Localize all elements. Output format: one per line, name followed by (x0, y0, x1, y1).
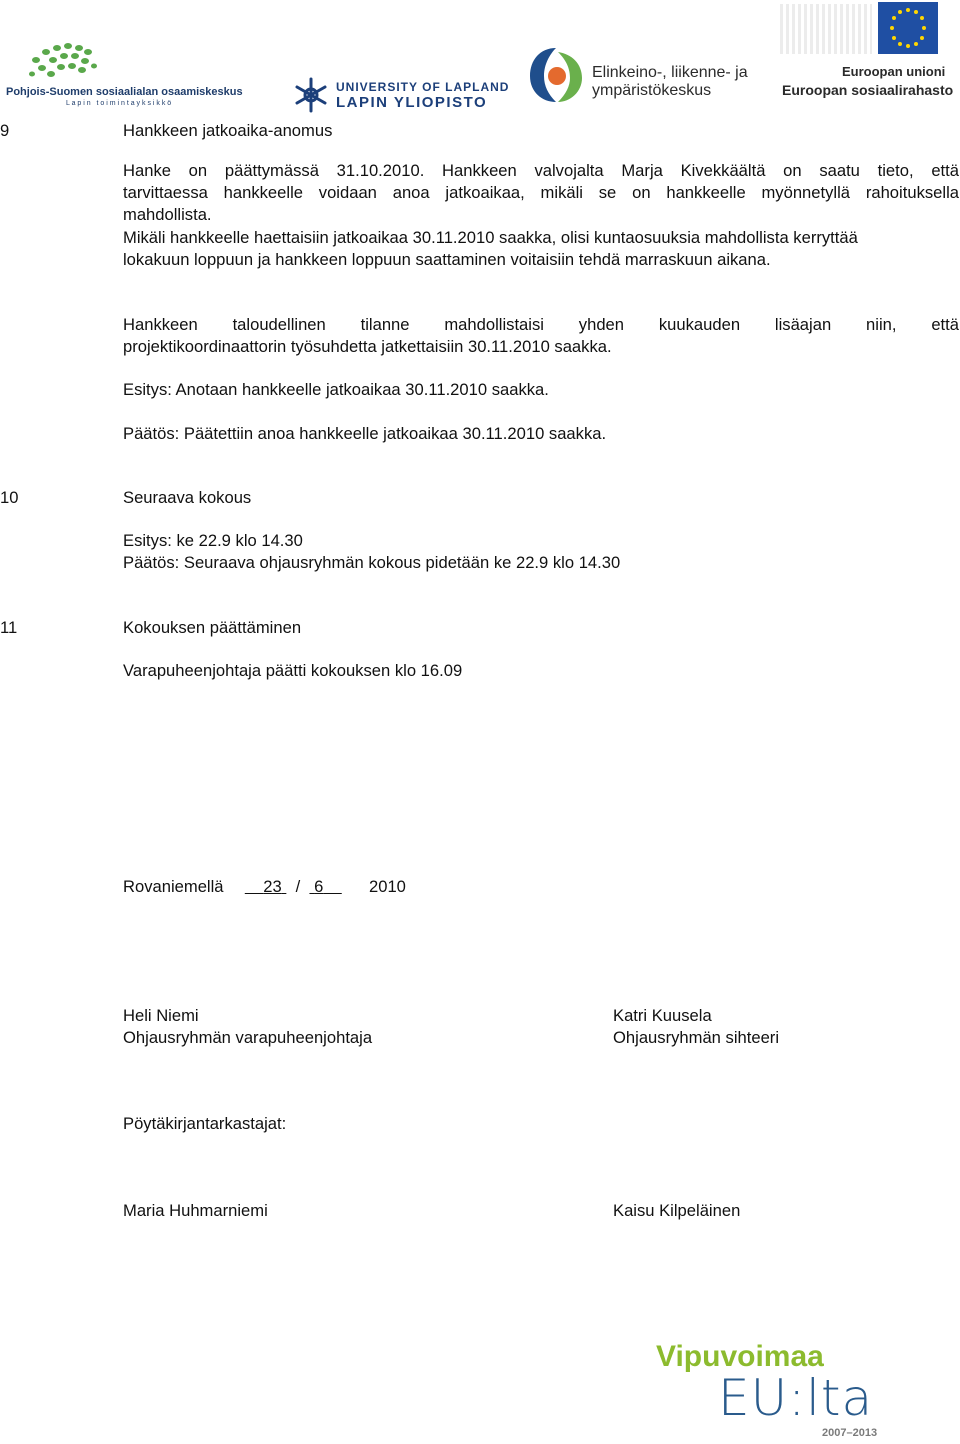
date-month-blank (309, 877, 341, 896)
leaf-cluster-icon (24, 42, 104, 86)
section-9-paatos: Päätös: Päätettiin anoa hankkeelle jatkoaikaa 30.11.2010 saakka. (123, 424, 607, 443)
section-9-paragraph-1 (123, 160, 959, 226)
place-date-line: Rovaniemellä 23 / 6 2010 (123, 877, 406, 896)
lapland-name-en: UNIVERSITY OF LAPLAND (336, 80, 510, 94)
section-10-esitys: Esitys: ke 22.9 klo 14.30 (123, 531, 303, 550)
section-9-esitys: Esitys: Anotaan hankkeelle jatkoaikaa 30.11.2010 saakka. (123, 380, 549, 399)
eu-name-line2: Euroopan sosiaalirahasto (782, 82, 954, 98)
section-9-paragraph-2 (123, 227, 959, 271)
paragraph-line: tarvittaessa hankkeelle voidaan anoa jatkoaikaa, mikäli se on hankkeelle myönnetyllä rahoituksella (123, 183, 959, 202)
reviewers-label: Pöytäkirjantarkastajat: (123, 1114, 287, 1133)
section-11-number: 11 (0, 618, 18, 637)
paragraph-line: projektikoordinaattorin työsuhdetta jatkettaisiin 30.11.2010 saakka. (123, 337, 612, 356)
section-10-title: Seuraava kokous (123, 488, 252, 507)
signature-left-name: Heli Niemi (123, 1006, 199, 1025)
eu-lta-text: EU:lta (718, 1369, 874, 1427)
reviewer-right: Kaisu Kilpeläinen (613, 1201, 741, 1220)
header (0, 0, 960, 120)
university-of-lapland-logo (292, 74, 510, 118)
section-9-paragraph-3 (123, 314, 959, 358)
date-year: 2010 (369, 877, 406, 896)
signature-right-role: Ohjausryhmän sihteeri (613, 1028, 780, 1047)
pohjois-suomen-logo (6, 40, 266, 110)
eu-logo (780, 0, 960, 120)
ely-emblem-icon (528, 46, 584, 104)
signature-left-role: Ohjausryhmän varapuheenjohtaja (123, 1028, 373, 1047)
paragraph-line: Mikäli hankkeelle haettaisiin jatkoaikaa 30.11.2010 saakka, olisi kuntaosuuksia mahdollista kerryttää (123, 228, 858, 247)
paragraph-line: mahdollista. (123, 205, 212, 224)
section-10-number: 10 (0, 488, 19, 507)
pohjois-logo-line1: Pohjois-Suomen sosiaalialan osaamiskeskus (6, 86, 243, 98)
ely-keskus-logo (528, 46, 758, 106)
section-9-number: 9 (0, 121, 10, 140)
paragraph-line: Hanke on päättymässä 31.10.2010. Hankkeen valvojalta Marja Kivekkäältä on saatu tieto, että (123, 161, 959, 180)
section-11-title: Kokouksen päättäminen (123, 618, 302, 637)
vipuvoimaa-text: Vipuvoimaa (656, 1340, 824, 1373)
paragraph-line: lokakuun loppuun ja hankkeen loppuun saattaminen voitaisiin tehdä marraskuun aikana. (123, 250, 771, 269)
signature-right-name: Katri Kuusela (613, 1006, 712, 1025)
place-name: Rovaniemellä (123, 877, 224, 896)
vipuvoimaa-logo (656, 1340, 896, 1440)
section-9-title: Hankkeen jatkoaika-anomus (123, 121, 333, 140)
date-day: 23 (263, 877, 282, 896)
eu-name-line1: Euroopan unioni (842, 64, 946, 79)
snowflake-icon (292, 76, 330, 114)
eu-logo-decoration (780, 4, 872, 54)
pohjois-logo-line2: L a p i n t o i m i n t a y k s i k k ö (66, 100, 172, 107)
ely-name-line2: ympäristökeskus (592, 82, 712, 99)
section-11-text: Varapuheenjohtaja päätti kokouksen klo 16.09 (123, 661, 463, 680)
ely-name-line1: Elinkeino-, liikenne- ja (592, 64, 748, 81)
lapland-name-fi: LAPIN YLIOPISTO (336, 94, 488, 111)
years-text: 2007–2013 (822, 1427, 878, 1439)
paragraph-line: Hankkeen taloudellinen tilanne mahdollistaisi yhden kuukauden lisäajan niin, että (123, 315, 959, 334)
section-10-paatos: Päätös: Seuraava ohjausryhmän kokous pidetään ke 22.9 klo 14.30 (123, 553, 621, 572)
date-day-blank (245, 877, 287, 896)
date-month: 6 (314, 877, 324, 896)
reviewer-left: Maria Huhmarniemi (123, 1201, 268, 1220)
eu-flag-icon (878, 2, 938, 54)
